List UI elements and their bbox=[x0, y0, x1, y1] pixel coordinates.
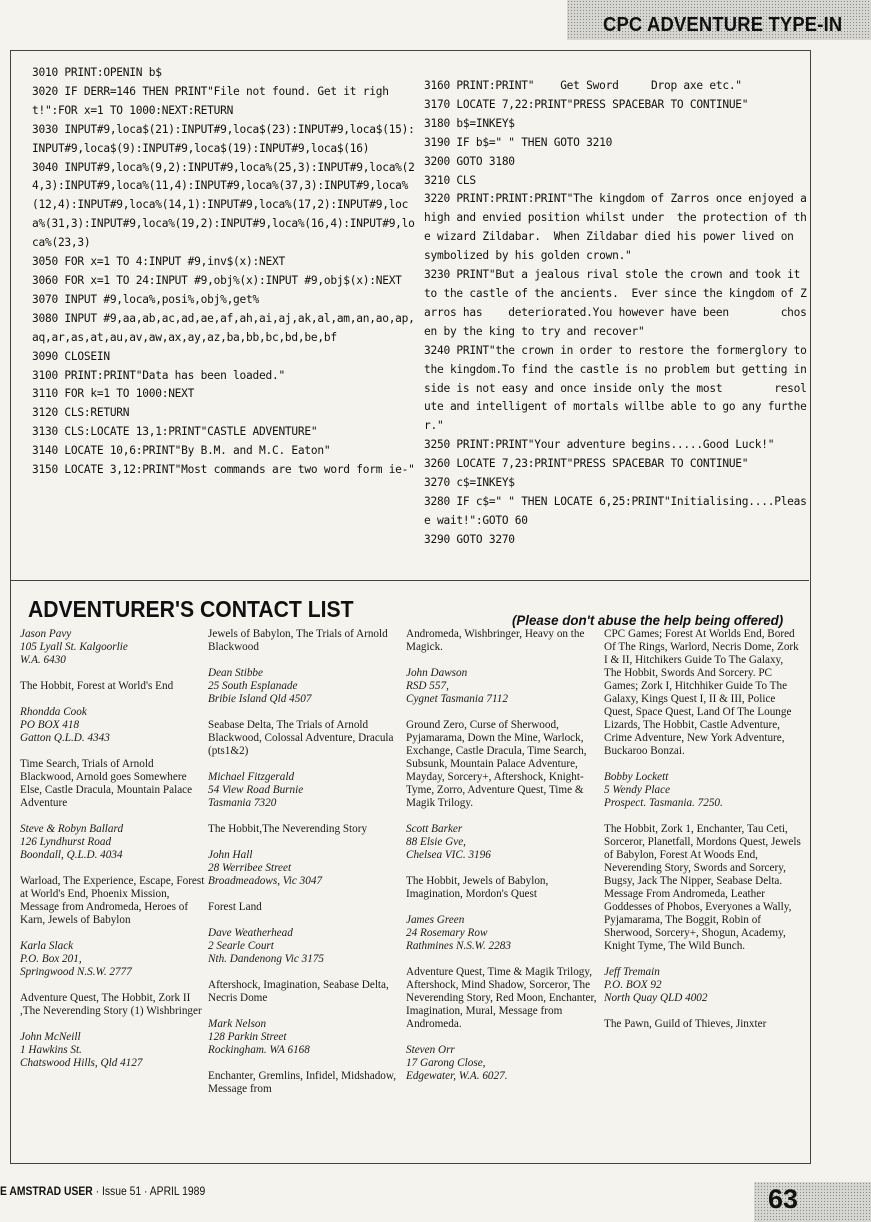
contact-entry bbox=[604, 628, 802, 758]
contact-games: Ground Zero, Curse of Sherwood, Pyjamarama, Down the Mine, Warlock, Exchange, Castle Dracula, Time Search, Subsunk, Mountain Palace Adventure, Mayday, Sorcery+, Aftershock, Knight-Tyme, Zorro, Adventure Quest, Time & Magik Trilogy. bbox=[406, 719, 587, 809]
code-line: 3110 FOR k=1 TO 1000:NEXT bbox=[32, 387, 195, 401]
contact-games: The Hobbit, Forest at World's End bbox=[20, 680, 174, 692]
code-line: 3080 INPUT #9,aa,ab,ac,ad,ae,af,ah,ai,aj,ak,al,am,an,ao,ap,aq,ar,as,at,au,av,aw,ax,ay,az,ba,bb,bc,bd,be,bf bbox=[32, 311, 415, 344]
contact-games: The Pawn, Guild of Thieves, Jinxter bbox=[604, 1018, 767, 1030]
contact-entry bbox=[20, 940, 206, 1018]
contact-entry bbox=[20, 823, 206, 927]
code-line: 3180 b$=INKEY$ bbox=[424, 116, 515, 130]
listing-right-column bbox=[424, 77, 833, 550]
code-line: 3150 LOCATE 3,12:PRINT"Most commands are two word form ie-" bbox=[32, 463, 415, 477]
contact-address: Rhondda Cook PO BOX 418 Gatton Q.L.D. 4343 bbox=[20, 706, 110, 744]
listing-left-column bbox=[32, 64, 415, 480]
contact-list-note: (Please don't abuse the help being offered) bbox=[512, 612, 784, 628]
contact-entry bbox=[208, 667, 404, 758]
contact-entry bbox=[20, 706, 206, 810]
contact-entry bbox=[20, 1031, 206, 1070]
code-line: 3160 PRINT:PRINT" Get Sword Drop axe etc." bbox=[424, 79, 742, 92]
code-line: 3210 CLS bbox=[424, 173, 476, 187]
code-line: 3100 PRINT:PRINT"Data has been loaded." bbox=[32, 368, 285, 382]
contacts-column-2 bbox=[208, 628, 404, 1109]
issue-date: APRIL 1989 bbox=[149, 1186, 206, 1198]
code-line: 3070 INPUT #9,loca%,posi%,obj%,get% bbox=[32, 292, 259, 306]
contact-games: Time Search, Trials of Arnold Blackwood, Arnold goes Somewhere Else, Castle Dracula, Mountain Palace Adventure bbox=[20, 758, 193, 809]
contact-games: Andromeda, Wishbringer, Heavy on the Magick. bbox=[406, 628, 585, 653]
contact-games: CPC Games; Forest At Worlds End, Bored Of The Rings, Warlord, Necris Dome, Zork I & II, Hitchikers Guide To The Galaxy, The Hobbit, Swords And Sorcery. PC Games; Zork I, Hitchhiker Guide To The Galaxy, Kings Quest I, II & III, Police Quest, Space Quest, Land Of The Lounge Lizards, The Hobbit, Castle Adventure, Crime Adventure, New York Adventure, Buckaroo Bonzai. bbox=[604, 628, 799, 757]
issue-number: Issue 51 bbox=[101, 1186, 142, 1198]
code-line: 3020 IF DERR=146 THEN PRINT"File not found. Get it righ t!":FOR x=1 TO 1000:NEXT:RETURN bbox=[32, 84, 396, 117]
code-line: 3090 CLOSEIN bbox=[32, 349, 110, 363]
contact-address: John McNeill 1 Hawkins St. Chatswood Hills, Qld 4127 bbox=[20, 1031, 143, 1069]
contact-address: Mark Nelson 128 Parkin Street Rockingham. WA 6168 bbox=[208, 1018, 310, 1056]
contact-games: The Hobbit,The Neverending Story bbox=[208, 823, 368, 835]
contact-address: Karla Slack P.O. Box 201, Springwood N.S.W. 2777 bbox=[20, 940, 132, 978]
contact-entry bbox=[406, 823, 602, 901]
contact-entry bbox=[406, 628, 602, 654]
footer bbox=[0, 1186, 205, 1198]
contact-address: Dean Stibbe 25 South Esplanade Bribie Island Qld 4507 bbox=[208, 667, 312, 705]
contact-entry bbox=[406, 667, 602, 810]
contacts-column-4 bbox=[604, 628, 802, 1044]
code-line: 3060 FOR x=1 TO 24:INPUT #9,obj%(x):INPUT #9,obj$(x):NEXT bbox=[32, 273, 402, 287]
contact-games: Jewels of Babylon, The Trials of Arnold Blackwood bbox=[208, 628, 388, 653]
contact-address: Steven Orr 17 Garong Close, Edgewater, W.A. 6027. bbox=[406, 1044, 508, 1082]
code-line: 3240 PRINT"the crown in order to restore the formerglory to the kingdom.To find the castle is no problem but getting inside is not easy and once inside only the most resolute and intelligent of mortals willbe able to go any further." bbox=[424, 343, 814, 433]
contact-games: Adventure Quest, The Hobbit, Zork II ,The Neverending Story (1) Wishbringer bbox=[20, 992, 202, 1017]
code-line: 3220 PRINT:PRINT:PRINT"The kingdom of Zarros once enjoyed a high and envied position whilst under the protection of the wizard Zildabar. When Zildabar died his power lived on symbolized by his golden crown." bbox=[424, 192, 833, 263]
contact-entry bbox=[208, 628, 404, 654]
section-title: CPC ADVENTURE TYPE-IN bbox=[603, 14, 843, 36]
code-line: 3130 CLS:LOCATE 13,1:PRINT"CASTLE ADVENTURE" bbox=[32, 425, 318, 439]
contact-entry bbox=[208, 927, 404, 1005]
code-line: 3120 CLS:RETURN bbox=[32, 406, 130, 420]
code-line: 3280 IF c$=" " THEN LOCATE 6,25:PRINT"Initialising....Please wait!":GOTO 60 bbox=[424, 494, 807, 527]
contact-games: Enchanter, Gremlins, Infidel, Midshadow, Message from bbox=[208, 1070, 397, 1095]
footer-sep: · bbox=[144, 1186, 150, 1198]
code-line: 3230 PRINT"But a jealous rival stole the crown and took it to the castle of the ancients. Ever since the kingdom of Zarros has deteriorated.You however have been chosen by the king to try and recover" bbox=[424, 268, 807, 338]
contact-entry bbox=[208, 1018, 404, 1096]
contact-entry bbox=[604, 771, 802, 953]
contact-list-title: ADVENTURER'S CONTACT LIST bbox=[28, 596, 354, 622]
contact-address: Bobby Lockett 5 Wendy Place Prospect. Tasmania. 7250. bbox=[604, 771, 723, 809]
contact-games: Forest Land bbox=[208, 901, 262, 913]
contact-games: Seabase Delta, The Trials of Arnold Blackwood, Colossal Adventure, Dracula (pts1&2) bbox=[208, 719, 394, 757]
section-divider bbox=[10, 580, 809, 581]
contact-games: Warload, The Experience, Escape, Forest at World's End, Phoenix Mission, Message from Andromeda, Heroes of Karn, Jewels of Babylon bbox=[20, 875, 205, 926]
code-line: 3170 LOCATE 7,22:PRINT"PRESS SPACEBAR TO CONTINUE" bbox=[424, 97, 749, 111]
contact-games: The Hobbit, Zork 1, Enchanter, Tau Ceti, Sorceror, Planetfall, Mordons Quest, Jewels of Babylon, Forest At Woods End, Neverending Story, Swords and Sorcery, Bugsy, Jack The Nipper, Seabase Delta. Message From Andromeda, Leather Goddesses of Phobos, Everyones a Wally, Pyjamarama, The Boggit, Robin of Sherwood, Sorcery+, Shogun, Academy, Knight Tyme, The Wild Bunch. bbox=[604, 823, 801, 952]
contact-entry bbox=[604, 966, 802, 1031]
contacts-column-1 bbox=[20, 628, 206, 1083]
contact-address: Michael Fitzgerald 54 View Road Burnie Tasmania 7320 bbox=[208, 771, 304, 809]
code-line: 3190 IF b$=" " THEN GOTO 3210 bbox=[424, 135, 613, 149]
footer-sep: · bbox=[95, 1186, 102, 1198]
contact-address: Steve & Robyn Ballard 126 Lyndhurst Road Boondall, Q.L.D. 4034 bbox=[20, 823, 124, 861]
contact-address: Scott Barker 88 Elsie Gve, Chelsea VIC. 3196 bbox=[406, 823, 491, 861]
magazine-name: E AMSTRAD USER bbox=[0, 1186, 93, 1198]
contact-games: The Hobbit, Jewels of Babylon, Imagination, Mordon's Quest bbox=[406, 875, 549, 900]
code-line: 3010 PRINT:OPENIN b$ bbox=[32, 66, 162, 79]
code-line: 3270 c$=INKEY$ bbox=[424, 476, 515, 490]
code-line: 3050 FOR x=1 TO 4:INPUT #9,inv$(x):NEXT bbox=[32, 255, 285, 269]
contacts-column-3 bbox=[406, 628, 602, 1096]
contact-address: Jeff Tremain P.O. BOX 92 North Quay QLD 4002 bbox=[604, 966, 708, 1004]
code-line: 3260 LOCATE 7,23:PRINT"PRESS SPACEBAR TO CONTINUE" bbox=[424, 457, 749, 471]
code-line: 3140 LOCATE 10,6:PRINT"By B.M. and M.C. Eaton" bbox=[32, 444, 331, 458]
contact-address: Dave Weatherhead 2 Searle Court Nth. Dandenong Vic 3175 bbox=[208, 927, 325, 965]
contact-address: John Dawson RSD 557, Cygnet Tasmania 7112 bbox=[406, 667, 508, 705]
contact-entry bbox=[20, 628, 206, 693]
contact-entry bbox=[406, 1044, 602, 1083]
contact-address: James Green 24 Rosemary Row Rathmines N.S.W. 2283 bbox=[406, 914, 511, 952]
contact-entry bbox=[208, 771, 404, 836]
code-line: 3030 INPUT#9,loca$(21):INPUT#9,loca$(23):INPUT#9,loca$(15):INPUT#9,loca$(9):INPUT#9,loca$(19):INPUT#9,loca$(16) bbox=[32, 122, 415, 155]
contact-games: Aftershock, Imagination, Seabase Delta, Necris Dome bbox=[208, 979, 389, 1004]
contact-address: Jason Pavy 105 Lyall St. Kalgoorlie W.A. 6430 bbox=[20, 628, 128, 666]
code-line: 3040 INPUT#9,loca%(9,2):INPUT#9,loca%(25,3):INPUT#9,loca%(24,3):INPUT#9,loca%(11,4):INPUT#9,loca%(37,3):INPUT#9,loca%(12,4):INPUT#9,loca%(14,1):INPUT#9,loca%(17,2):INPUT#9,loca%(31,3):INPUT#9,loca%(19,2):INPUT#9,loca%(16,4):INPUT#9,loca%(23,3) bbox=[32, 160, 415, 250]
code-line: 3250 PRINT:PRINT"Your adventure begins.....Good Luck!" bbox=[424, 438, 775, 452]
page-number: 63 bbox=[768, 1184, 799, 1214]
code-line: 3290 GOTO 3270 bbox=[424, 532, 515, 546]
contact-address: John Hall 28 Werribee Street Broadmeadows, Vic 3047 bbox=[208, 849, 323, 887]
contact-games: Adventure Quest, Time & Magik Trilogy, Aftershock, Mind Shadow, Sorceror, The Neverending Story, Red Moon, Enchanter, Imagination, Mural, Message from Andromeda. bbox=[406, 966, 597, 1030]
contact-entry bbox=[406, 914, 602, 1031]
code-line: 3200 GOTO 3180 bbox=[424, 154, 515, 168]
contact-entry bbox=[208, 849, 404, 914]
